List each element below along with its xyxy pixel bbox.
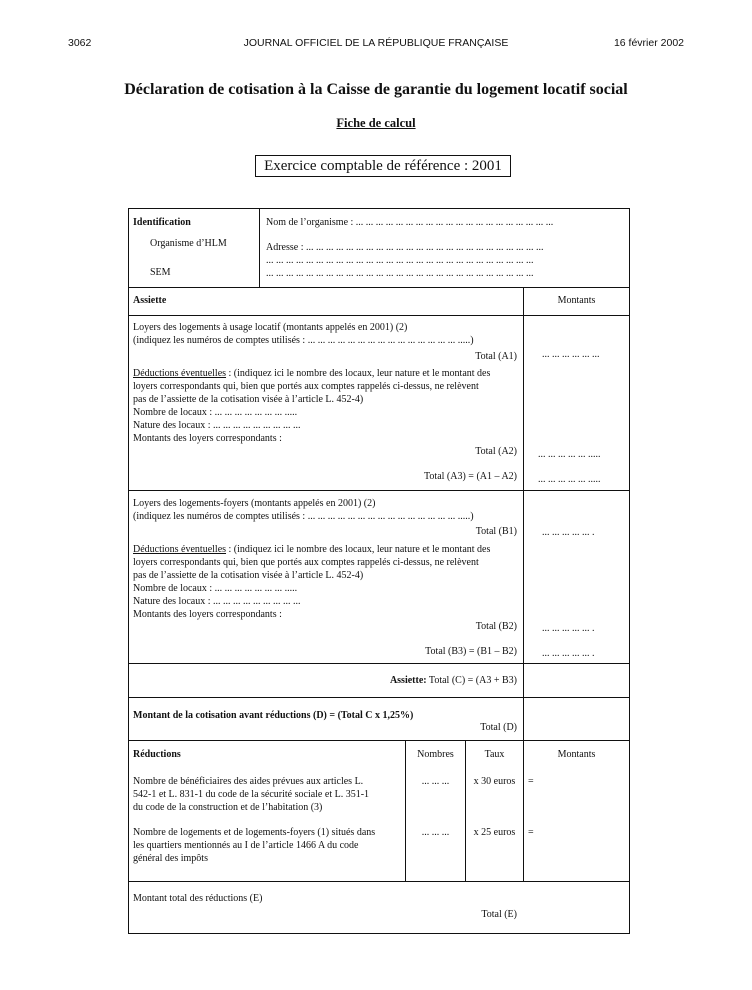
divider-cotisation — [129, 740, 629, 741]
nombre-locaux-a[interactable]: Nombre de locaux : ... ... ... ... ... ... ... ..... — [133, 407, 298, 418]
deductions-b-line-2: loyers correspondants qui, bien que portés aux comptes rappelés ci-dessus, ne relèvent — [133, 557, 479, 568]
document-title: Déclaration de cotisation à la Caisse de garantie du logement locatif social — [124, 81, 628, 98]
address-field-line-3[interactable]: ... ... ... ... ... ... ... ... ... ... ... ... ... ... ... ... ... ... ... ... ... ... ... ... ... ... ... — [266, 268, 534, 279]
address-field[interactable]: Adresse : ... ... ... ... ... ... ... ... ... ... ... ... ... ... ... ... ... ... ... ... ... ... ... ... — [266, 242, 544, 253]
deductions-a-line-3: pas de l’assiette de la cotisation visée à l’article L. 452-4) — [133, 394, 364, 405]
assiette-label: Assiette — [133, 295, 167, 306]
divider-section-a — [129, 490, 629, 491]
total-a3-label: Total (A3) = (A1 – A2) — [424, 471, 517, 482]
beneficiaires-taux: x 30 euros — [473, 776, 516, 787]
address-field-line-2[interactable]: ... ... ... ... ... ... ... ... ... ... ... ... ... ... ... ... ... ... ... ... ... ... ... ... ... ... ... — [266, 255, 534, 266]
total-a2-label: Total (A2) — [475, 446, 517, 457]
deductions-a-line-2: loyers correspondants qui, bien que portés aux comptes rappelés ci-dessus, ne relèvent — [133, 381, 479, 392]
total-b1-label: Total (B1) — [475, 526, 517, 537]
total-c-row — [279, 675, 517, 687]
deductions-a-title: Déductions éventuelles — [133, 368, 227, 379]
publication-date: 16 février 2002 — [613, 37, 684, 49]
deductions-b-title: Déductions éventuelles — [133, 544, 227, 555]
beneficiaires-line-3: du code de la construction et de l’habitation (3) — [133, 802, 323, 813]
deductions-a-line-1 — [133, 368, 490, 380]
logements-quartiers-nombre[interactable]: ... ... ... — [421, 827, 450, 838]
deductions-b-line-1 — [133, 544, 490, 556]
logements-quartiers-line-1: Nombre de logements et de logements-foyers (1) situés dans — [133, 827, 376, 838]
reductions-montants-header: Montants — [557, 749, 596, 760]
loyers-foyers-line: Loyers des logements-foyers (montants appelés en 2001) (2) — [133, 498, 376, 509]
divider-section-b — [129, 663, 629, 664]
taux-column-header: Taux — [484, 749, 505, 760]
total-b2-amount[interactable]: ... ... ... ... ... . — [542, 623, 595, 634]
logements-quartiers-taux: x 25 euros — [473, 827, 516, 838]
montants-loyers-a: Montants des loyers correspondants : — [133, 433, 282, 444]
total-a1-amount[interactable]: ... ... ... ... ... ... — [542, 349, 600, 360]
total-reductions-label: Montant total des réductions (E) — [133, 893, 263, 904]
deductions-b-text: : (indiquez ici le nombre des locaux, leur nature et le montant des — [226, 544, 491, 555]
nature-locaux-b[interactable]: Nature des locaux : ... ... ... ... ... ... ... ... ... — [133, 596, 301, 607]
divider-montants-column — [523, 287, 524, 881]
divider-identification — [129, 287, 629, 288]
beneficiaires-equals: = — [528, 776, 534, 787]
divider-reductions — [129, 881, 629, 882]
logements-quartiers-equals: = — [528, 827, 534, 838]
total-b1-amount[interactable]: ... ... ... ... ... . — [542, 527, 595, 538]
divider-identification-column — [259, 209, 260, 287]
exercice-box: Exercice comptable de référence : 2001 — [255, 155, 511, 177]
nombres-column-header: Nombres — [417, 749, 454, 760]
logements-quartiers-line-2: les quartiers mentionnés au I de l’article 1466 A du code — [133, 840, 359, 851]
reductions-label: Réductions — [133, 749, 181, 760]
montants-column-header: Montants — [557, 295, 596, 306]
total-a1-label: Total (A1) — [475, 351, 517, 362]
total-c-formula: Total (C) = (A3 + B3) — [428, 675, 517, 686]
cotisation-label: Montant de la cotisation avant réductions (D) = (Total C x 1,25%) — [133, 710, 414, 721]
sem-option: SEM — [150, 267, 171, 278]
beneficiaires-nombre[interactable]: ... ... ... — [421, 776, 450, 787]
document-subtitle: Fiche de calcul — [336, 116, 416, 130]
organisme-hlm-option: Organisme d’HLM — [150, 238, 227, 249]
total-b3-label: Total (B3) = (B1 – B2) — [425, 646, 517, 657]
total-d-label: Total (D) — [480, 722, 517, 733]
montants-loyers-b: Montants des loyers correspondants : — [133, 609, 282, 620]
nature-locaux-a[interactable]: Nature des locaux : ... ... ... ... ... ... ... ... ... — [133, 420, 301, 431]
comptes-utilises-b[interactable]: (indiquez les numéros de comptes utilisés : ... ... ... ... ... ... ... ... ... ... ... ... ... ... ... .....) — [133, 511, 474, 522]
identification-label: Identification — [133, 217, 191, 228]
divider-nombres-column — [405, 740, 406, 881]
beneficiaires-line-2: 542-1 et L. 831-1 du code de la sécurité sociale et L. 351-1 — [133, 789, 370, 800]
total-a2-amount[interactable]: ... ... ... ... ... ..... — [538, 449, 601, 460]
logements-quartiers-line-3: général des impôts — [133, 853, 208, 864]
journal-title: JOURNAL OFFICIEL DE LA RÉPUBLIQUE FRANÇAISE — [243, 37, 509, 49]
deductions-b-line-3: pas de l’assiette de la cotisation visée à l’article L. 452-4) — [133, 570, 364, 581]
total-b3-amount[interactable]: ... ... ... ... ... . — [542, 648, 595, 659]
divider-assiette-total — [129, 697, 629, 698]
beneficiaires-line-1: Nombre de bénéficiaires des aides prévues aux articles L. — [133, 776, 364, 787]
comptes-utilises-a[interactable]: (indiquez les numéros de comptes utilisés : ... ... ... ... ... ... ... ... ... ... ... ... ... ... ... .....) — [133, 335, 474, 346]
page-number: 3062 — [68, 37, 92, 49]
calculation-form — [128, 208, 630, 934]
total-a3-amount[interactable]: ... ... ... ... ... ..... — [538, 474, 601, 485]
loyers-locatif-line: Loyers des logements à usage locatif (montants appelés en 2001) (2) — [133, 322, 408, 333]
nombre-locaux-b[interactable]: Nombre de locaux : ... ... ... ... ... ... ... ..... — [133, 583, 298, 594]
organisme-name-field[interactable]: Nom de l’organisme : ... ... ... ... ... ... ... ... ... ... ... ... ... ... ... ... ... ... ... ... — [266, 217, 554, 228]
total-b2-label: Total (B2) — [475, 621, 517, 632]
divider-assiette-header — [129, 315, 629, 316]
deductions-a-text: : (indiquez ici le nombre des locaux, leur nature et le montant des — [226, 368, 491, 379]
assiette-total-label: Assiette: — [389, 675, 427, 686]
divider-taux-column — [465, 740, 466, 881]
total-e-label: Total (E) — [481, 909, 517, 920]
